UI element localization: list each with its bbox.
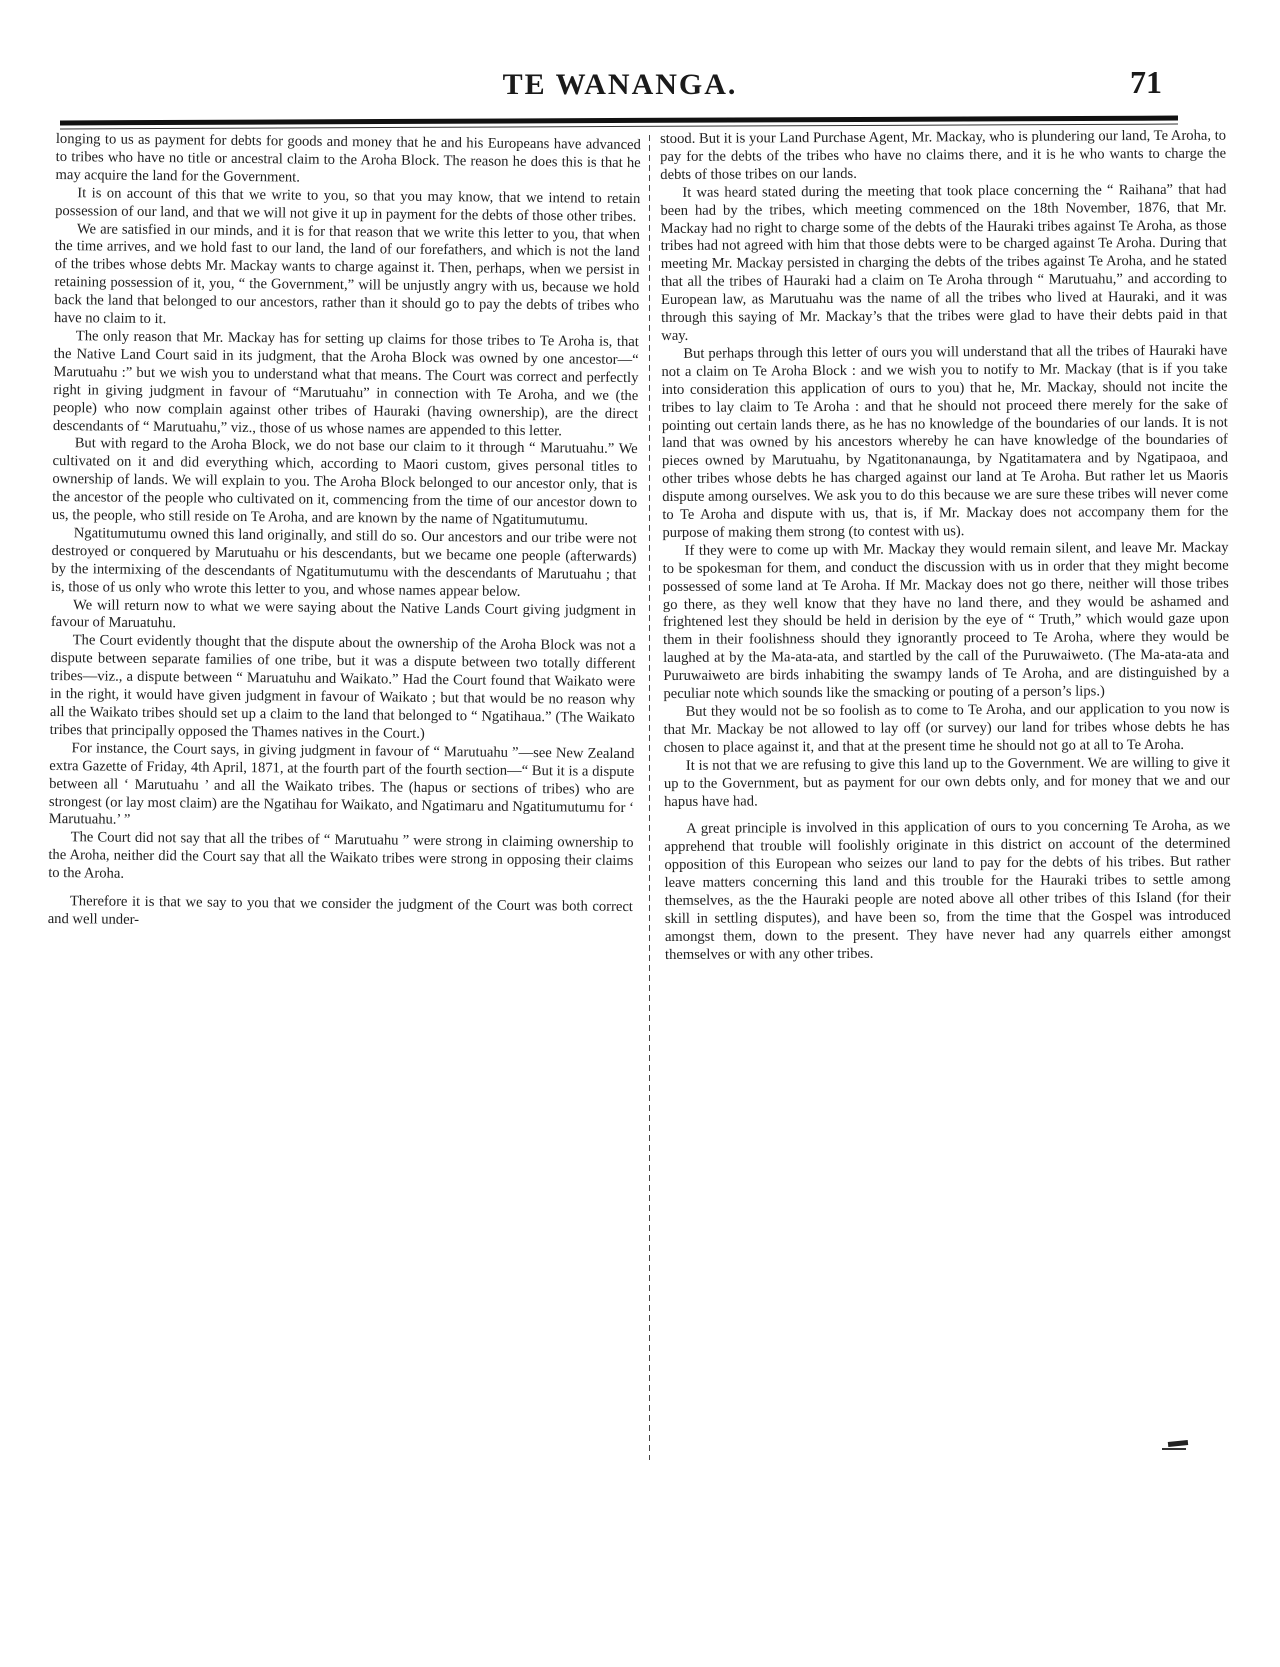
column-divider bbox=[649, 135, 650, 1460]
paragraph: For instance, the Court says, in giving judgment in favour of “ Marutuahu ”—see New Zealand extra Gazette of Friday, 4th April, 1871, at the fourth part of the fourth section—“ But it is a dispute between all ‘ Marutuahu ’ and all the Waikato tribes. The (hapus or sections of tribes) who are strongest (or lay most claim) are the Ngatihau for Waikato, and Ngatimaru and Ngatitumutumu for ‘ Marutuahu.’ ” bbox=[48, 740, 635, 829]
paragraph: Ngatitumutumu owned this land originally, and still do so. Our ancestors and our tribe were not destroyed or conquered by Marutuahu or his descendants, but we became one people (afterwards) by the intermixing of the descendants of Ngatitumutumu with the descendants of Marutuahu ; that is, those of us only who wrote this letter to you, and whose names appear below. bbox=[51, 525, 637, 600]
paragraph: Therefore it is that we say to you that we consider the judgment of the Court was both correct and well under- bbox=[47, 893, 633, 928]
paragraph: longing to us as payment for debts for goods and money that he and his Europeans have advanced to tribes who have no title or ancestral claim to the Aroha Block. The reason he does this is that he may acquire the land for the Government. bbox=[55, 131, 641, 186]
paragraph: But they would not be so foolish as to come to Te Aroha, and our application to you now is that Mr. Mackay be not allowed to lay off (or survey) our land for tribes whose debts he has chosen to place against it, and that at the present time he should not go at all to Te Aroha. bbox=[663, 700, 1230, 756]
paragraph: The Court did not say that all the tribes of “ Marutuahu ” were strong in claiming ownership to the Aroha, neither did the Court say that all the Waikato tribes were strong in opposing their claims to the Aroha. bbox=[48, 829, 634, 882]
page-number: 71 bbox=[1130, 64, 1162, 100]
paragraph: stood. But it is your Land Purchase Agent, Mr. Mackay, who is plundering our land, Te Aroha, to pay for the debts of the tribes who have no claims there, and it is he who wants to charge the debts of those tribes on our lands. bbox=[660, 127, 1227, 183]
right-column bbox=[660, 128, 1231, 965]
paragraph: It was heard stated during the meeting that took place concerning the “ Raihana” that had been had by the tribes, which meeting commenced on the 18th November, 1876, that Mr. Mackay had no right to charge some of the debts of the Hauraki tribes against Te Aroha, as those tribes had not agreed with him that those debts were to be charged against Te Aroha. During that meeting Mr. Mackay persisted in charging the debts of the tribes against Te Aroha, and he stated that all the tribes of Hauraki had a claim on Te Aroha through “ Marutuahu,” and according to European law, as Marutuahu was the name of all the tribes who lived at Hauraki, and it was through this saying of Mr. Mackay’s that the tribes were glad to have their debts paid in that way. bbox=[660, 181, 1228, 344]
paragraph: But with regard to the Aroha Block, we do not base our claim to it through “ Marutuahu.” We cultivated on it and did everything which, according to Maori custom, gives personal titles to ownership of lands. We will explain to you. The Aroha Block belonged to our ancestor only, that is the ancestor of the people who cultivated on it, commencing from the time of our ancestor down to us, the people, who still reside on Te Aroha, and are known by the name of Ngatitumutumu. bbox=[51, 435, 638, 529]
paragraph: If they were to come up with Mr. Mackay they would remain silent, and leave Mr. Mackay to be spokesman for them, and conduct the discussion with us in order that they might become possessed of some land at Te Aroha. If Mr. Mackay does not go there, neither will those tribes go there, as they well know that they have no land there, and they would be ashamed and frightened lest they should be held in derision by the eye of “ Truth,” which would gaze upon them in their foolishness should they ignorantly proceed to Te Aroha, where they would be laughed at by the Ma-ata-ata, and startled by the call of the Puruwaiweto. (The Ma-ata-ata and Puruwaiweto are birds inhabiting the swampy lands of Te Aroha, and are distinguished by a peculiar note which sounds like the smacking or pouting of a person’s lips.) bbox=[662, 539, 1230, 703]
paragraph: The only reason that Mr. Mackay has for setting up claims for those tribes to Te Aroha is, that the Native Land Court said in its judgment, that the Aroha Block was owned by one ancestor—“ Marutuahu :” but we wish you to understand what that means. The Court was correct and perfectly right in giving judgment in favour of “Marutuahu” in connection with Te Aroha, and we (the people) who now complain against other tribes of Hauraki (having ownership), are the direct descendants of “ Marutuahu,” viz., those of us whose names are appended to this letter. bbox=[52, 328, 639, 439]
newspaper-title: TE WANANGA. bbox=[502, 68, 738, 101]
left-column bbox=[48, 131, 641, 935]
paragraph: We will return now to what we were saying about the Native Lands Court giving judgment in favour of Maruatuhu. bbox=[50, 596, 637, 632]
paragraph: The Court evidently thought that the dispute about the ownership of the Aroha Block was not a dispute between separate families of one tribe, but it was a dispute between two totally different tribes—viz., a dispute between “ Maruatuhu and Waikato.” Had the Court found that Waikato were in the right, it would have given judgment in favour of Waikato ; but that would be no reason why all the Waikato tribes should set up a claim to the land that belonged to “ Ngatihaua.” (The Waikato tribes that principally opposed the Thames natives in the Court.) bbox=[49, 632, 636, 742]
paragraph: It is on account of this that we write to you, so that you may know, that we intend to retain possession of our land, and that we will not give it up in payment for the debts of those other tribes. bbox=[55, 184, 641, 225]
paragraph: But perhaps through this letter of ours you will understand that all the tribes of Hauraki have not a claim on Te Aroha Block : and we wish you to notify to Mr. Mackay (that is if you take into consideration this application of ours to you) that he, Mr. Mackay, should not incite the tribes to lay claim to Te Aroha : and that he should not proceed there merely for the sake of pointing out certain lands there, as he has no knowledge of the boundaries of our lands. It is not land that was owned by his ancestors whereby he can have knowledge of the boundaries of pieces owned by Marutuahu, by Ngatitonanaunga, by Ngatitamatera and by Ngatipaoa, and other tribes whose debts he has charged against our land at Te Aroha. But rather let us Maoris dispute among ourselves. We ask you to do this because we are sure these tribes will never come to Te Aroha and dispute with us, that is, if Mr. Mackay does not accompany them for the purpose of making them strong (to contest with us). bbox=[661, 342, 1229, 541]
paragraph: We are satisfied in our minds, and it is for that reason that we write this letter to you, that when the time arrives, and we hold fast to our land, the land of our forefathers, and which is not the land of the tribes whose debts Mr. Mackay wants to charge against it. Then, perhaps, when we persist in retaining possession of it, you, “ the Government,” will be unjustly angry with us, because we hold back the land that belonged to our ancestors, rather than it should go to pay the debts of tribes who have no claim to it. bbox=[53, 220, 641, 328]
end-of-article-rule bbox=[1162, 1448, 1186, 1450]
paragraph: A great principle is involved in this application of ours to you concerning Te Aroha, as we apprehend that trouble will foolishly originate in this district on account of the determined opposition of this European who seizes our land to pay for the debts of his tribes. But rather leave matters concerning this land and this trouble for the Hauraki tribes to settle among themselves, as the the Hauraki people are noted above all other tribes of this Island (for their skill in settling disputes), and have been so, from the time that the Gospel was introduced amongst them, down to the present. They have never had any quarrels either amongst themselves or with any other tribes. bbox=[664, 817, 1231, 963]
end-of-article-mark bbox=[1168, 1440, 1188, 1447]
masthead bbox=[60, 60, 1180, 112]
paragraph: It is not that we are refusing to give this land up to the Government. We are willing to give it up to the Government, but as payment for our own debts only, and for money that we and our hapus have had. bbox=[663, 754, 1231, 810]
